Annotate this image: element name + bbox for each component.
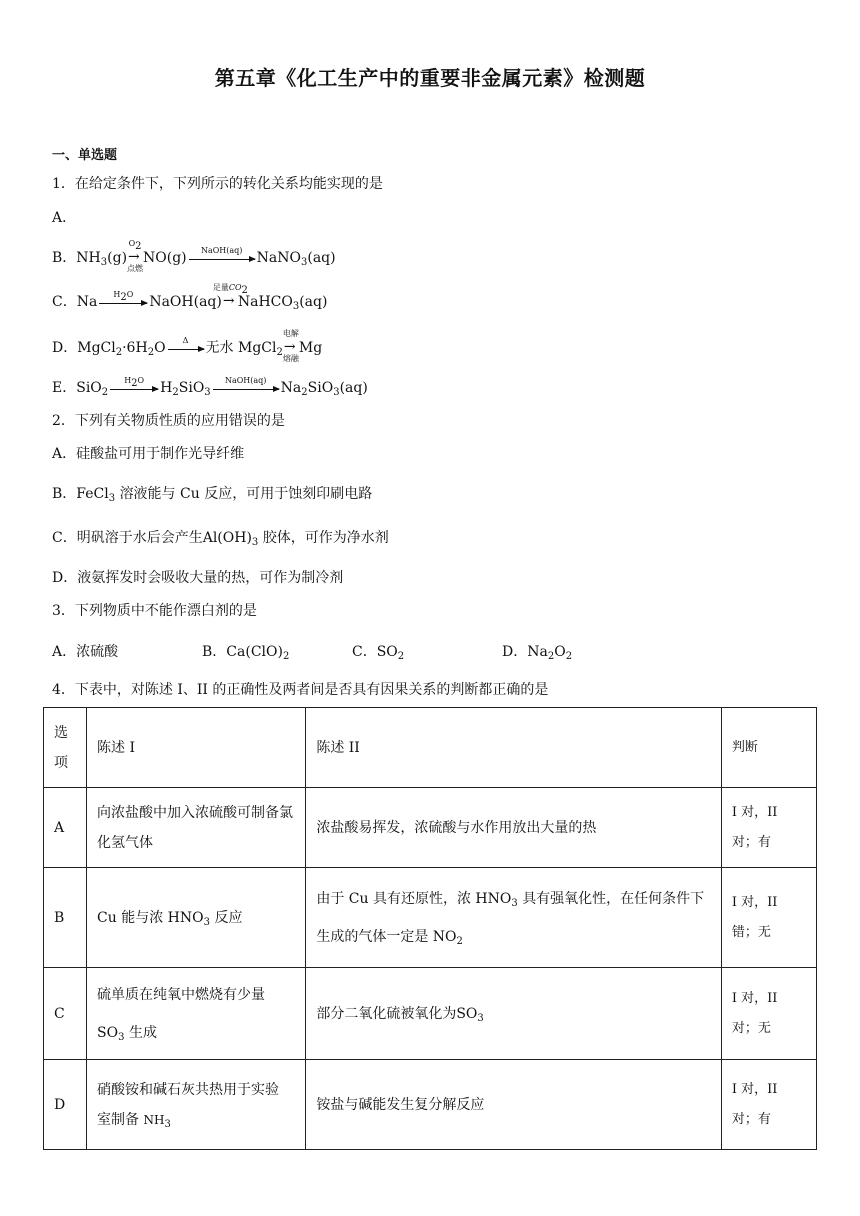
statement-2-cell: 浓盐酸易挥发，浓硫酸与水作用放出大量的热 — [306, 788, 722, 868]
table-row — [44, 1060, 817, 1150]
q3-option-a: A．浓硫酸 — [52, 644, 119, 660]
reaction-arrow: $H_2O$ — [110, 388, 158, 389]
table-header-row — [44, 708, 817, 788]
reaction-arrow: NaOH(aq) — [189, 258, 255, 259]
question-3-stem: 3．下列物质中不能作漂白剂的是 — [52, 603, 257, 619]
section-heading: 一、单选题 — [52, 148, 118, 163]
q2-option-a: A．硅酸盐可用于制作光导纤维 — [52, 446, 245, 462]
header-cell: 陈述 I — [87, 708, 306, 788]
table-row — [44, 868, 817, 968]
judgement-cell: I 对，II 错；无 — [721, 868, 816, 968]
option-cell: A — [44, 788, 87, 868]
header-cell: 选项 — [44, 708, 87, 788]
table-row — [44, 788, 817, 868]
header-cell: 陈述 II — [306, 708, 722, 788]
reaction-arrow: → 电解 熔融 — [284, 343, 298, 353]
option-label: C． — [52, 294, 77, 310]
judgement-cell: I 对，II 对；有 — [721, 788, 816, 868]
reaction-arrow: $H_2O$ — [99, 302, 147, 303]
question-2-stem: 2．下列有关物质性质的应用错误的是 — [52, 413, 285, 429]
question-1-stem: 1．在给定条件下，下列所示的转化关系均能实现的是 — [52, 176, 383, 192]
statement-2-cell: 部分二氧化硫被氧化为$SO_3$ — [306, 968, 722, 1060]
statement-1-cell: 硝酸铵和碱石灰共热用于实验 室制备 $NH_3$ — [87, 1060, 306, 1150]
q1-option-c: C．Na $H_2O$ NaOH(aq) → 足量$CO_2$ NaHCO$_3$(aq) — [52, 292, 327, 312]
option-cell: B — [44, 868, 87, 968]
reaction-arrow: → 足量$CO_2$ — [223, 297, 237, 307]
judgement-cell: I 对，II 对；无 — [721, 968, 816, 1060]
statement-1-cell: 硫单质在纯氧中燃烧有少量 $SO_3$ 生成 — [87, 968, 306, 1060]
question-4-stem: 4．下表中，对陈述 I、II 的正确性及两者间是否具有因果关系的判断都正确的是 — [52, 682, 549, 698]
reaction-arrow: → $O_2$ 点燃 — [128, 253, 142, 263]
q3-option-d: D．$Na_2O_2$ — [502, 644, 573, 662]
option-label: E． — [52, 380, 77, 396]
q1-option-a: A． — [52, 210, 77, 226]
reaction-arrow: Δ — [168, 348, 204, 349]
option-label: D． — [52, 340, 78, 356]
q1-option-e: E．SiO$_2$ $H_2O$ $H_2SiO_3$ NaOH(aq) $Na_2SiO_3(aq)$ — [52, 375, 368, 398]
q2-option-b: B．FeCl$_3$ 溶液能与 Cu 反应，可用于蚀刻印刷电路 — [52, 486, 373, 504]
q1-option-d: D．$MgCl_2\cdot 6H_2O$ Δ 无水 MgCl$_2$ → 电解 熔融 Mg — [52, 338, 322, 358]
q3-option-b: B．$Ca(ClO)_2$ — [202, 644, 290, 662]
header-cell: 判断 — [721, 708, 816, 788]
reaction-arrow: NaOH(aq) — [213, 388, 279, 389]
statement-2-cell: 铵盐与碱能发生复分解反应 — [306, 1060, 722, 1150]
judgement-cell: I 对，II 对；有 — [721, 1060, 816, 1150]
q2-option-d: D．液氨挥发时会吸收大量的热，可作为制冷剂 — [52, 570, 344, 586]
q2-option-c: C．明矾溶于水后会产生$Al(OH)_3$ 胶体，可作为净水剂 — [52, 530, 389, 548]
q3-option-c: C．$SO_2$ — [352, 644, 405, 662]
option-label: B． — [52, 250, 77, 266]
statement-2-cell: 由于 Cu 具有还原性，浓 $HNO_3$ 具有强氧化性，在任何条件下 生成的气体一定是 $NO_2$ — [306, 868, 722, 968]
page-title: 第五章《化工生产中的重要非金属元素》检测题 — [214, 66, 646, 90]
option-cell: C — [44, 968, 87, 1060]
comparison-table — [43, 707, 817, 1150]
statement-1-cell: 向浓盐酸中加入浓硫酸可制备氯化氢气体 — [87, 788, 306, 868]
table-row — [44, 968, 817, 1060]
option-cell: D — [44, 1060, 87, 1150]
q1-option-b: B．$NH_3(g)$ → $O_2$ 点燃 NO(g) NaOH(aq) NaNO$_3$(aq) — [52, 248, 336, 268]
statement-1-cell: Cu 能与浓 $HNO_3$ 反应 — [87, 868, 306, 968]
